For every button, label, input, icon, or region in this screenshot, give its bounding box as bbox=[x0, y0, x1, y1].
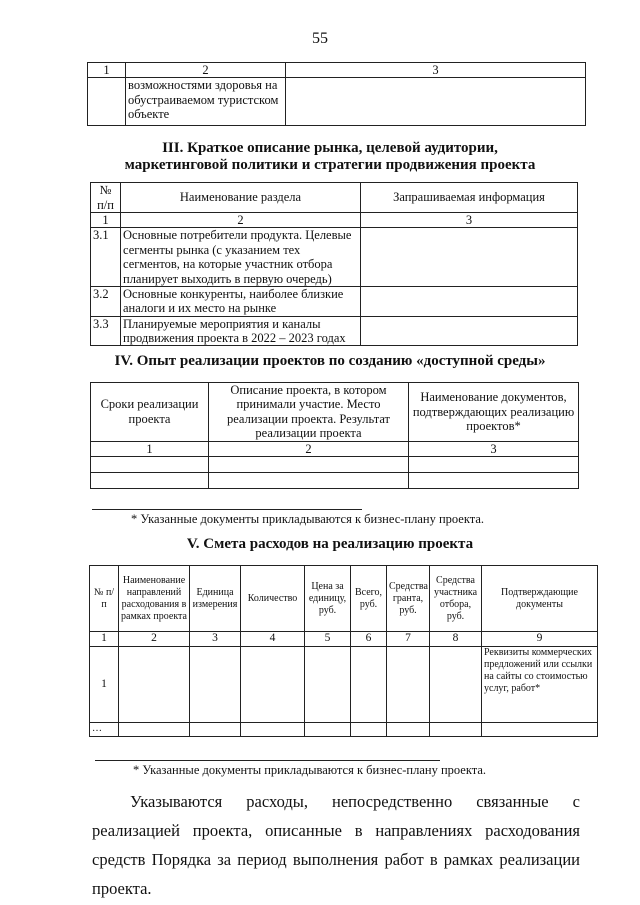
table-cell bbox=[409, 472, 579, 488]
section3-title bbox=[60, 140, 600, 175]
section3-title-line2: маркетинговой политики и стратегии продвижения проекта bbox=[124, 157, 536, 174]
header-cell: № п/п bbox=[90, 566, 119, 632]
closing-paragraph: Указываются расходы, непосредственно связанные с реализацией проекта, описанные в направлениях расходования средств Порядка за период выполнения работ в рамках реализации проекта. bbox=[92, 792, 580, 898]
header-cell: 3 bbox=[286, 63, 586, 78]
section3-table bbox=[90, 182, 578, 346]
row-number: 3.1 bbox=[91, 228, 121, 287]
number-cell: 2 bbox=[119, 632, 190, 647]
table-cell bbox=[430, 647, 482, 723]
table-cell bbox=[119, 647, 190, 723]
header-cell: Сроки реализации проекта bbox=[91, 383, 209, 442]
number-cell: 4 bbox=[241, 632, 305, 647]
table-cell bbox=[209, 456, 409, 472]
header-cell: Запрашиваемая информация bbox=[361, 183, 578, 213]
section4-footnote: * Указанные документы прикладываются к бизнес-плану проекта. bbox=[131, 512, 485, 526]
row-info bbox=[361, 316, 578, 346]
table-cell bbox=[351, 647, 387, 723]
row-name: Основные потребители продукта. Целевые сегменты рынка (с указанием тех сегментов, на которые участник отбора планирует выходить в первую очередь) bbox=[121, 228, 361, 287]
row-documents: Реквизиты коммерческих предложений или ссылки на сайты со стоимостью услуг, работ* bbox=[482, 647, 598, 723]
number-cell: 2 bbox=[121, 213, 361, 228]
header-cell: Наименование раздела bbox=[121, 183, 361, 213]
table-cell bbox=[351, 723, 387, 737]
row-info bbox=[361, 228, 578, 287]
row-name: Планируемые мероприятия и каналы продвижения проекта в 2022 – 2023 годах bbox=[121, 316, 361, 346]
header-cell: Подтверждающие документы bbox=[482, 566, 598, 632]
table-cell bbox=[409, 456, 579, 472]
table-cell bbox=[91, 456, 209, 472]
table-cell bbox=[482, 723, 598, 737]
row-number: 3.2 bbox=[91, 286, 121, 316]
header-cell: Цена за единицу, руб. bbox=[305, 566, 351, 632]
header-cell: 1 bbox=[88, 63, 126, 78]
section4-title: IV. Опыт реализации проектов по созданию «доступной среды» bbox=[114, 353, 546, 369]
header-cell: Средства участника отбора, руб. bbox=[430, 566, 482, 632]
number-cell: 1 bbox=[91, 213, 121, 228]
table-cell bbox=[209, 472, 409, 488]
section5-footnote: * Указанные документы прикладываются к бизнес-плану проекта. bbox=[133, 763, 487, 777]
row-info bbox=[361, 286, 578, 316]
section4-table bbox=[90, 382, 579, 489]
number-cell: 3 bbox=[361, 213, 578, 228]
table-cell bbox=[91, 472, 209, 488]
header-cell: Единица измерения bbox=[190, 566, 241, 632]
table-cell bbox=[241, 647, 305, 723]
table-cell bbox=[190, 723, 241, 737]
header-cell: Наименование направлений расходования в рамках проекта bbox=[119, 566, 190, 632]
number-cell: 3 bbox=[190, 632, 241, 647]
number-cell: 1 bbox=[91, 441, 209, 456]
table-cell bbox=[387, 647, 430, 723]
footnote-divider bbox=[92, 509, 362, 510]
table-cell bbox=[88, 78, 126, 126]
table-cell: возможностями здоровья на обустраиваемом туристском объекте bbox=[126, 78, 286, 126]
number-cell: 6 bbox=[351, 632, 387, 647]
table-cell bbox=[305, 723, 351, 737]
number-cell: 1 bbox=[90, 632, 119, 647]
number-cell: 5 bbox=[305, 632, 351, 647]
header-cell: Средства гранта, руб. bbox=[387, 566, 430, 632]
header-cell: № п/п bbox=[91, 183, 121, 213]
row-name: Основные конкуренты, наиболее близкие аналоги и их место на рынке bbox=[121, 286, 361, 316]
row-number: 1 bbox=[90, 647, 119, 723]
header-cell: 2 bbox=[126, 63, 286, 78]
row-ellipsis: … bbox=[90, 723, 119, 737]
header-cell: Количество bbox=[241, 566, 305, 632]
header-cell: Наименование документов, подтверждающих реализацию проектов* bbox=[409, 383, 579, 442]
header-cell: Описание проекта, в котором принимали участие. Место реализации проекта. Результат реализации проекта bbox=[209, 383, 409, 442]
number-cell: 8 bbox=[430, 632, 482, 647]
table-cell bbox=[119, 723, 190, 737]
table-cell bbox=[286, 78, 586, 126]
number-cell: 7 bbox=[387, 632, 430, 647]
section5-title: V. Смета расходов на реализацию проекта bbox=[186, 536, 474, 552]
section3-title-line1: III. Краткое описание рынка, целевой аудитории, bbox=[162, 140, 498, 156]
table-cell bbox=[190, 647, 241, 723]
number-cell: 9 bbox=[482, 632, 598, 647]
number-cell: 3 bbox=[409, 441, 579, 456]
page-number: 55 bbox=[312, 30, 328, 47]
table-cell bbox=[241, 723, 305, 737]
number-cell: 2 bbox=[209, 441, 409, 456]
table-cell bbox=[430, 723, 482, 737]
footnote-divider bbox=[95, 760, 440, 761]
continued-table bbox=[87, 62, 586, 126]
header-cell: Всего, руб. bbox=[351, 566, 387, 632]
table-cell bbox=[305, 647, 351, 723]
section5-table bbox=[89, 565, 598, 737]
row-number: 3.3 bbox=[91, 316, 121, 346]
table-cell bbox=[387, 723, 430, 737]
